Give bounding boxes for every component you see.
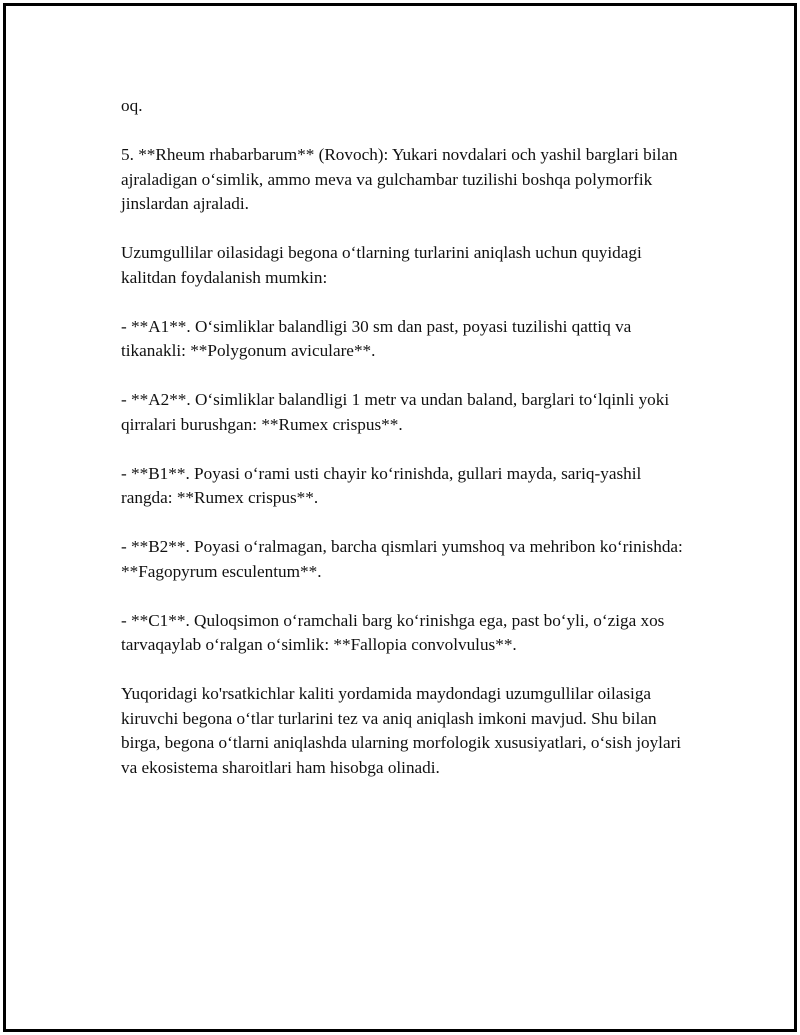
key-item-a1: - **A1**. O‘simliklar balandligi 30 sm dan past, poyasi tuzilishi qattiq va tikanakli: **Polygonum aviculare**. (121, 316, 632, 360)
paragraph-rheum: 5. **Rheum rhabarbarum** (Rovoch): Yukari novdalari och yashil barglari bilan ajraladigan o‘simlik, ammo meva va gulchambar tuzilishi boshqa polymorfik jinslardan ajraladi. (121, 145, 678, 213)
key-item-b2: - **B2**. Poyasi o‘ralmagan, barcha qismlari yumshoq va mehribon ko‘rinishda: **Fagopyrum esculentum**. (121, 537, 683, 581)
key-item-b1: - **B1**. Poyasi o‘rami usti chayir ko‘rinishda, gullari mayda, sariq-yashil rangda: **Rumex crispus**. (121, 463, 642, 507)
document-body (121, 94, 691, 805)
key-item-a2: - **A2**. O‘simliklar balandligi 1 metr va undan baland, barglari to‘lqinli yoki qirralari burushgan: **Rumex crispus**. (121, 390, 670, 434)
paragraph-continuation: oq. (121, 96, 143, 115)
document-page (3, 3, 797, 1032)
paragraph-key-intro: Uzumgullilar oilasidagi begona o‘tlarning turlarini aniqlash uchun quyidagi kalitdan foydalanish mumkin: (121, 243, 642, 287)
key-item-c1: - **C1**. Quloqsimon o‘ramchali barg ko‘rinishga ega, past bo‘yli, o‘ziga xos tarvaqaylab o‘ralgan o‘simlik: **Fallopia convolvulus**. (121, 610, 665, 654)
paragraph-conclusion: Yuqoridagi ko'rsatkichlar kaliti yordamida maydondagi uzumgullilar oilasiga kiruvchi begona o‘tlar turlarini tez va aniq aniqlash imkoni mavjud. Shu bilan birga, begona o‘tlarni aniqlashda ularning morfologik xususiyatlari, o‘sish joylari va ekosistema sharoitlari ham hisobga olinadi. (121, 684, 682, 777)
